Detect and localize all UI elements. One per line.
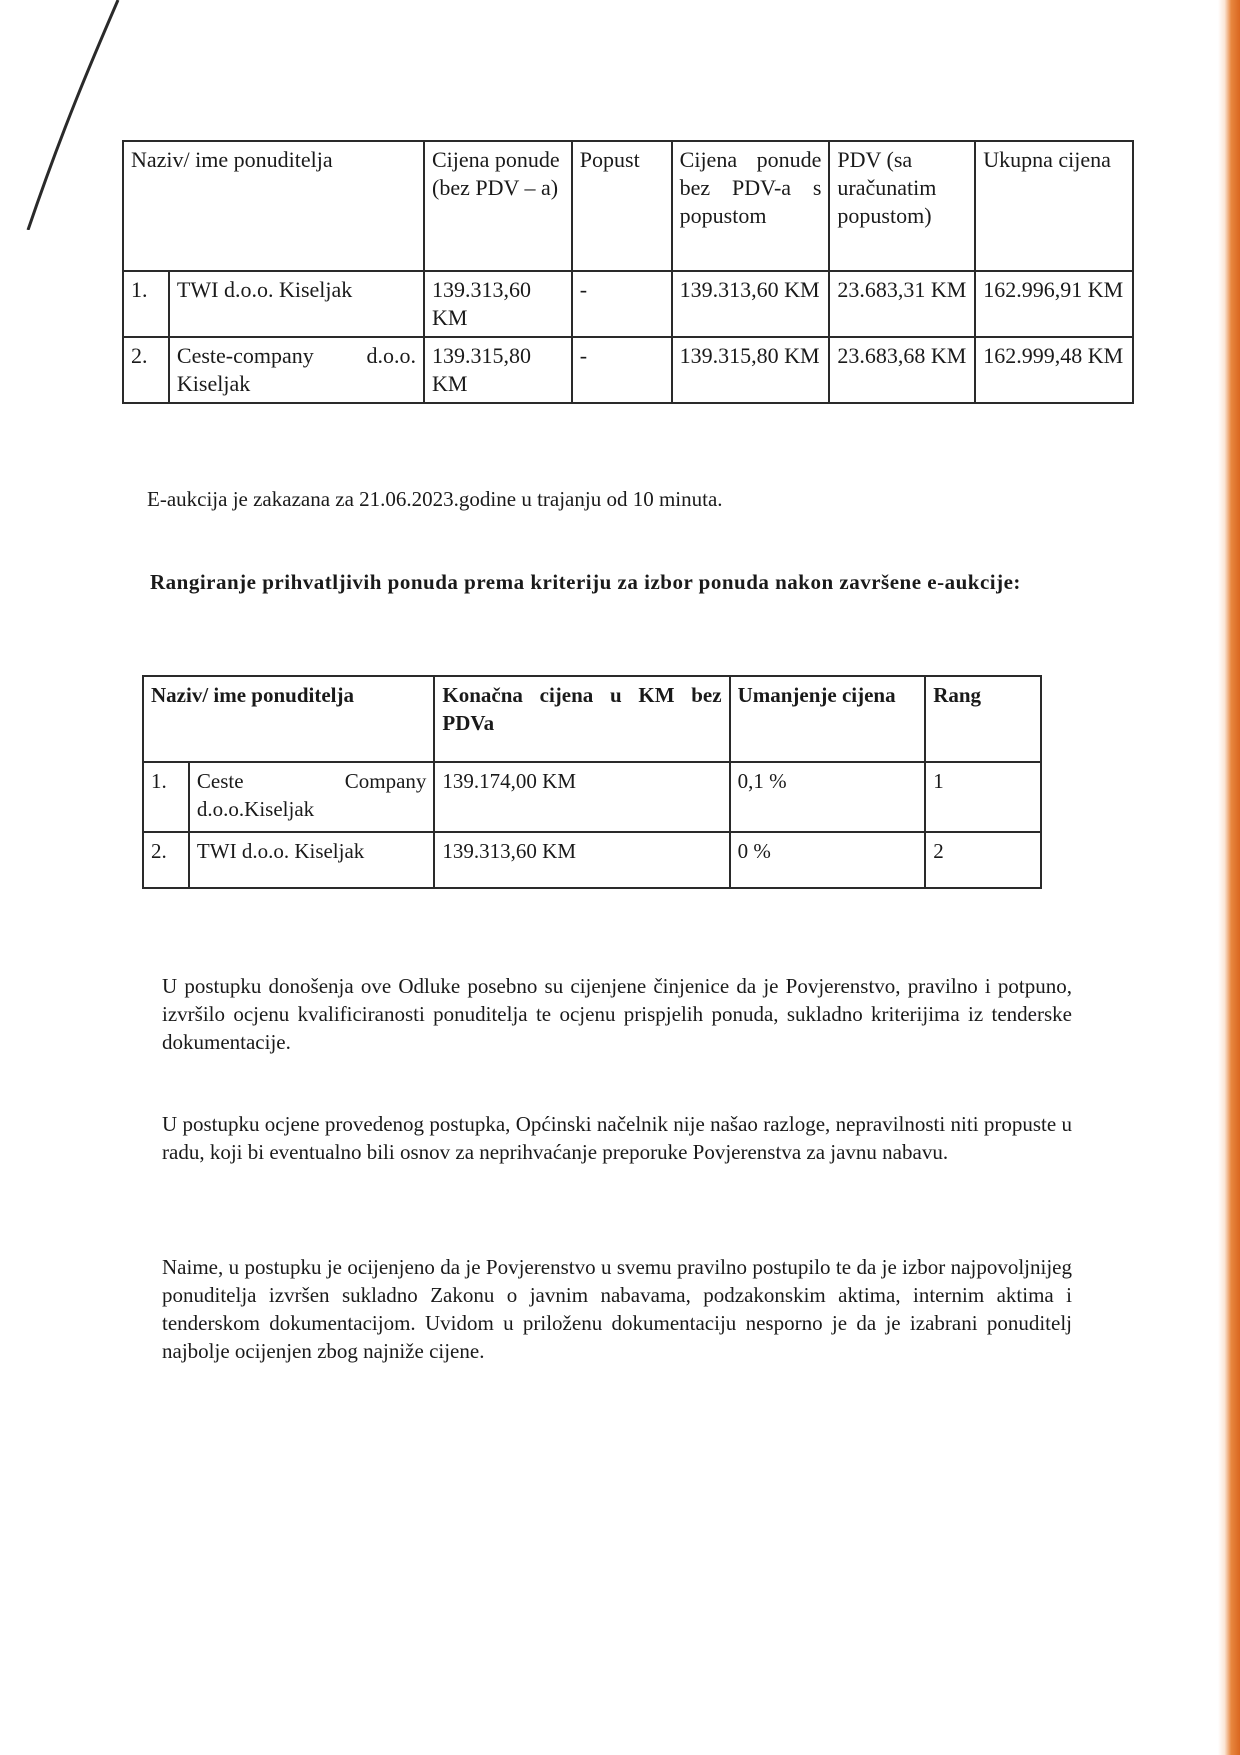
header-popust: Popust <box>572 141 672 271</box>
header-umanjenje: Umanjenje cijena <box>730 676 926 762</box>
header-naziv: Naziv/ ime ponuditelja <box>123 141 424 271</box>
table-row <box>123 271 1133 337</box>
table-header-row <box>143 676 1041 762</box>
bidder-name: Ceste-company d.o.o. Kiseljak <box>169 337 424 403</box>
rank: 2 <box>925 832 1041 888</box>
table-row <box>123 337 1133 403</box>
header-konacna: Konačna cijena u KM bez PDVa <box>434 676 729 762</box>
ranking-table <box>142 675 1042 889</box>
row-number: 1. <box>123 271 169 337</box>
final-price: 139.313,60 KM <box>434 832 729 888</box>
bidder-name: TWI d.o.o. Kiseljak <box>169 271 424 337</box>
bidder-name: TWI d.o.o. Kiseljak <box>189 832 434 888</box>
final-price: 139.174,00 KM <box>434 762 729 832</box>
header-cijena-s-popustom: Cijena ponude bez PDV-a s popustom <box>672 141 830 271</box>
row-number: 1. <box>143 762 189 832</box>
offers-table <box>122 140 1134 404</box>
row-number: 2. <box>123 337 169 403</box>
total-price: 162.999,48 KM <box>975 337 1133 403</box>
vat: 23.683,68 KM <box>829 337 975 403</box>
table-row <box>143 832 1041 888</box>
paragraph: Naime, u postupku je ocijenjeno da je Povjerenstvo u svemu pravilno postupilo te da je izbor najpovoljnijeg ponuditelja izvršen sukladno Zakonu o javnim nabavama, podzakonskim aktima, internim aktima i tenderskom dokumentacijom. Uvidom u priloženu dokumentaciju nesporno je da je izabrani ponuditelj najbolje ocijenjen zbog najniže cijene. <box>162 1255 1072 1363</box>
paragraph: U postupku ocjene provedenog postupka, Općinski načelnik nije našao razloge, nepravilnosti niti propuste u radu, koji bi eventualno bili osnov za neprihvaćanje preporuke Povjerenstva za javnu nabavu. <box>162 1112 1072 1164</box>
header-rang: Rang <box>925 676 1041 762</box>
table-row <box>143 762 1041 832</box>
eaukcija-notice: E-aukcija je zakazana za 21.06.2023.godine u trajanju od 10 minuta. <box>147 487 723 511</box>
header-pdv: PDV (sa uračunatim popustom) <box>829 141 975 271</box>
discount: - <box>572 337 672 403</box>
row-number: 2. <box>143 832 189 888</box>
total-price: 162.996,91 KM <box>975 271 1133 337</box>
bid-price-discounted: 139.315,80 KM <box>672 337 830 403</box>
bid-price: 139.315,80 KM <box>424 337 572 403</box>
ranking-heading: Rangiranje prihvatljivih ponuda prema kriteriju za izbor ponuda nakon završene e-aukcije: <box>150 570 1021 594</box>
rank: 1 <box>925 762 1041 832</box>
discount: - <box>572 271 672 337</box>
paragraph: U postupku donošenja ove Odluke posebno su cijenjene činjenice da je Povjerenstvo, pravilno i potpuno, izvršilo ocjenu kvalificiranosti ponuditelja te ocjenu prispjelih ponuda, sukladno kriterijima iz tenderske dokumentacije. <box>162 974 1072 1054</box>
bid-price: 139.313,60 KM <box>424 271 572 337</box>
scan-edge-line <box>0 0 130 230</box>
bidder-name: Ceste Company d.o.o.Kiseljak <box>189 762 434 832</box>
table-header-row <box>123 141 1133 271</box>
vat: 23.683,31 KM <box>829 271 975 337</box>
price-reduction: 0 % <box>730 832 926 888</box>
page-edge-shadow <box>1218 0 1240 1755</box>
header-ukupna: Ukupna cijena <box>975 141 1133 271</box>
bid-price-discounted: 139.313,60 KM <box>672 271 830 337</box>
price-reduction: 0,1 % <box>730 762 926 832</box>
header-naziv: Naziv/ ime ponuditelja <box>143 676 434 762</box>
header-cijena: Cijena ponude (bez PDV – a) <box>424 141 572 271</box>
